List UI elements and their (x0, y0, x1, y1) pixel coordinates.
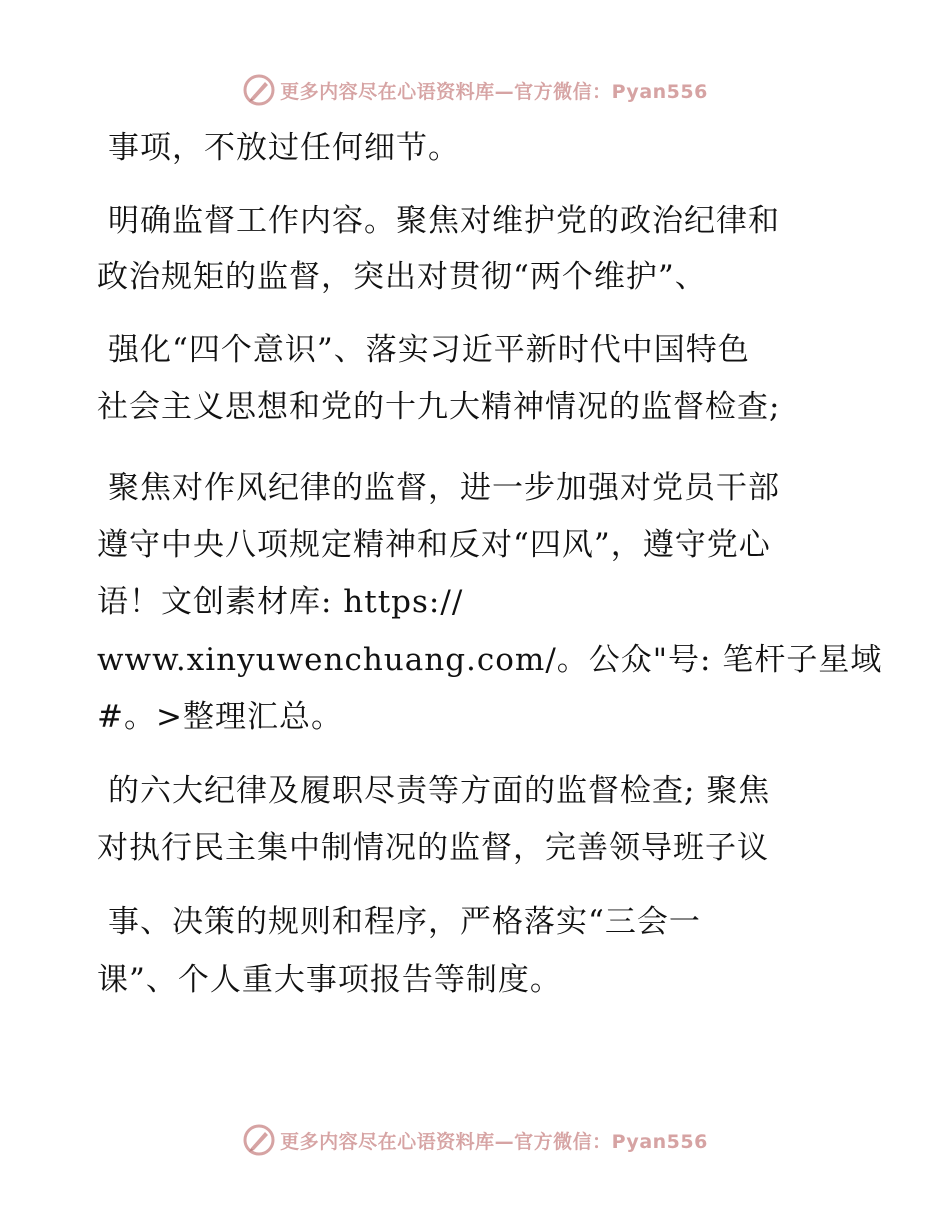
text-line: 聚焦对作风纪律的监督，进一步加强对党员干部 (108, 470, 780, 506)
header-watermark (0, 72, 950, 108)
text-line: 明确监督工作内容。聚焦对维护党的政治纪律和 (108, 203, 780, 239)
pen-logo-icon (242, 73, 276, 107)
text-line: www.xinyuwenchuang.com/。公众"号: 笔杆子星域 (97, 642, 883, 678)
text-line: 政治规矩的监督，突出对贯彻“两个维护”、 (97, 259, 707, 295)
watermark-text: 更多内容尽在心语资料库—官方微信：Pyan556 (280, 1130, 708, 1153)
text-line: 社会主义思想和党的十九大精神情况的监督检查; (97, 389, 781, 425)
text-line: 遵守中央八项规定精神和反对“四风”，遵守党心 (97, 527, 771, 563)
text-line: 课”、个人重大事项报告等制度。 (97, 962, 562, 998)
text-line: #。>整理汇总。 (97, 699, 343, 735)
text-line: 对执行民主集中制情况的监督，完善领导班子议 (97, 830, 769, 866)
footer-watermark (0, 1122, 950, 1158)
text-line: 的六大纪律及履职尽责等方面的监督检查; 聚焦 (108, 773, 771, 809)
watermark-text: 更多内容尽在心语资料库—官方微信：Pyan556 (280, 80, 708, 103)
text-line: 强化“四个意识”、落实习近平新时代中国特色 (108, 332, 750, 368)
text-line: 事项，不放过任何细节。 (108, 130, 460, 166)
pen-logo-icon (242, 1123, 276, 1157)
text-line: 事、决策的规则和程序，严格落实“三会一 (108, 904, 701, 940)
text-line: 语！文创素材库: https:// (97, 584, 464, 620)
